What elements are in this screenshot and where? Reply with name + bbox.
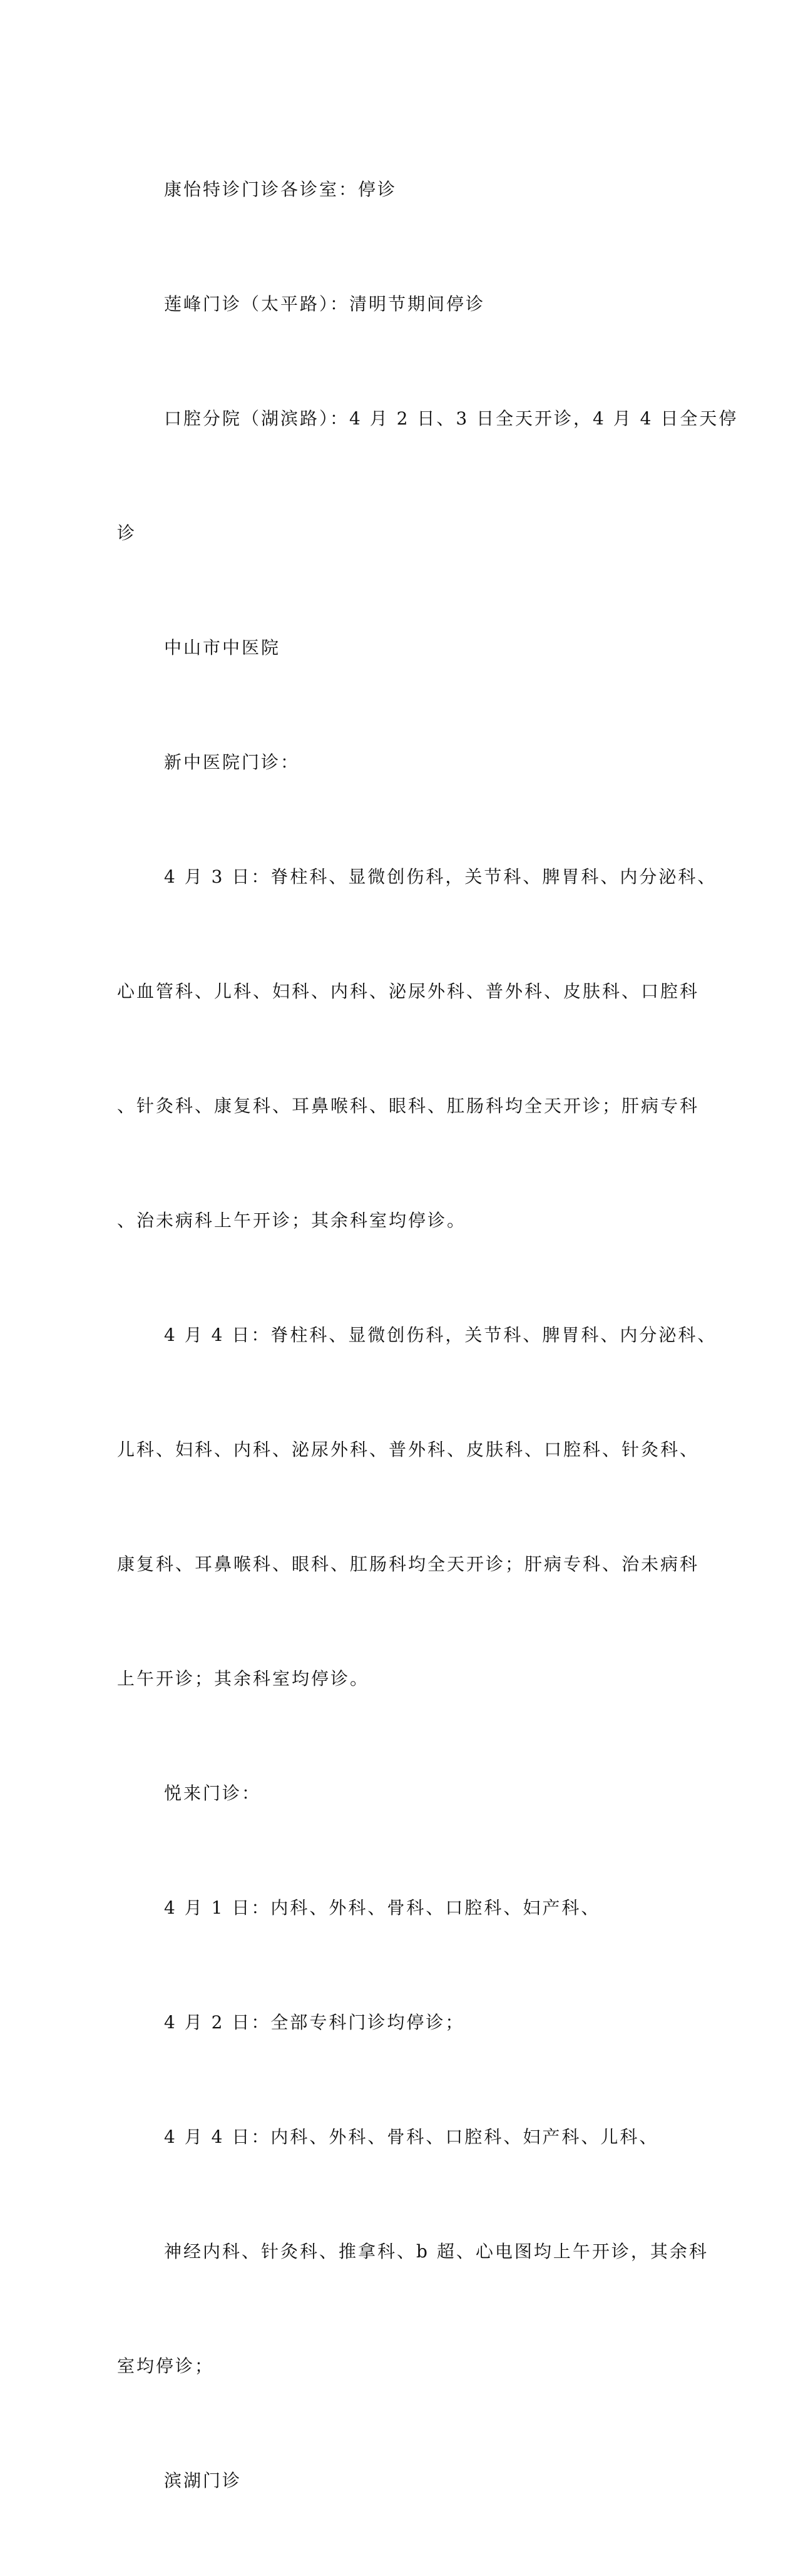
text-line: 4 月 1 日：内科、外科、骨科、口腔科、妇产科、	[164, 1897, 601, 1918]
text-line: 4 月 2 日：全部专科门诊均停诊；	[164, 2012, 465, 2033]
text-line: 儿科、妇科、内科、泌尿外科、普外科、皮肤科、口腔科、针灸科、	[117, 1439, 700, 1460]
text-line: 口腔分院（湖滨路）：4 月 2 日、3 日全天开诊，4 月 4 日全天停	[164, 408, 739, 429]
text-line: 诊	[117, 523, 137, 543]
document-body	[117, 94, 739, 2576]
text-line: 4 月 3 日：脊柱科、显微创伤科，关节科、脾胃科、内分泌科、	[164, 866, 717, 887]
section-heading: 中山市中医院	[164, 637, 281, 658]
subsection-heading: 悦来门诊：	[164, 1783, 262, 1804]
text-line: 4 月 4 日：脊柱科、显微创伤科，关节科、脾胃科、内分泌科、	[164, 1325, 717, 1345]
text-line: 室均停诊；	[117, 2356, 215, 2376]
subsection-heading: 新中医院门诊：	[164, 752, 300, 772]
text-line: 、针灸科、康复科、耳鼻喉科、眼科、肛肠科均全天开诊；肝病专科	[117, 1096, 700, 1116]
text-line: 神经内科、针灸科、推拿科、b 超、心电图均上午开诊，其余科	[164, 2241, 708, 2262]
subsection-heading: 滨湖门诊	[164, 2470, 242, 2491]
text-line: 、治未病科上午开诊；其余科室均停诊。	[117, 1210, 467, 1231]
text-line: 莲峰门诊（太平路）：清明节期间停诊	[164, 294, 486, 314]
text-line: 4 月 4 日：内科、外科、骨科、口腔科、妇产科、儿科、	[164, 2127, 659, 2147]
text-line: 上午开诊；其余科室均停诊。	[117, 1668, 370, 1689]
text-line: 心血管科、儿科、妇科、内科、泌尿外科、普外科、皮肤科、口腔科	[117, 981, 700, 1002]
text-line: 康怡特诊门诊各诊室：停诊	[164, 179, 397, 200]
text-line: 康复科、耳鼻喉科、眼科、肛肠科均全天开诊；肝病专科、治未病科	[117, 1554, 700, 1574]
